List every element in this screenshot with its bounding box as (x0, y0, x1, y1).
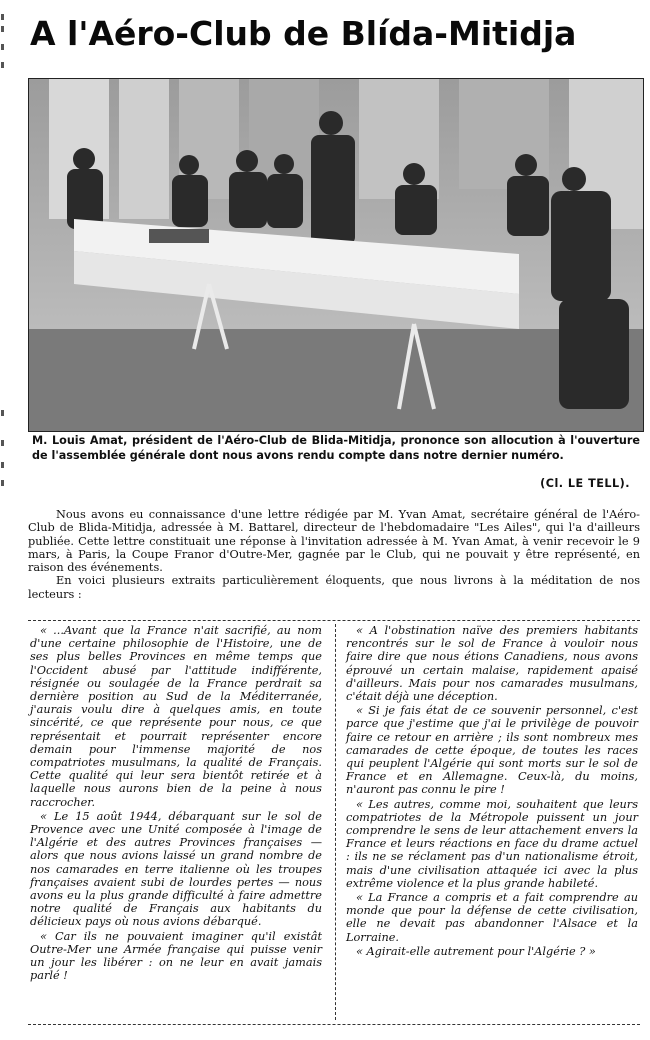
intro-paragraph: En voici plusieurs extraits particulièrement éloquents, que nous livrons à la méditation de nos lecteurs : (28, 574, 640, 601)
article-intro (28, 508, 640, 601)
column-divider (335, 624, 336, 1020)
quote-paragraph: « Agirait-elle autrement pour l'Algérie ? » (356, 944, 596, 958)
left-quote-column (30, 624, 322, 983)
right-quote-column (346, 624, 638, 959)
quote-paragraph: « Le 15 août 1944, débarquant sur le sol de Provence avec une Unité composée à l'image de l'Algérie et des autres Provinces françaises — alors que nous avions laissé un grand nombre de nos camarades en terre italienne où les troupes françaises avaient subi de lourdes pertes — nous avons eu la plus grande difficulté à faire admettre notre qualité de Français aux habitants du délicieux pays où nous avions débarqué. (30, 809, 322, 929)
section-divider (28, 620, 640, 621)
quote-paragraph: « A l'obstination naïve des premiers habitants rencontrés sur le sol de France à vouloir nous faire dire que nous étions Canadiens, nous avons éprouvé un certain malaise, rapidement apaisé d'ailleurs. Mais pour nos camarades musulmans, c'était déjà une déception. (346, 624, 638, 704)
page-margin-marks (0, 0, 6, 1040)
meeting-photograph (28, 78, 644, 432)
quote-paragraph: « Si je fais état de ce souvenir personnel, c'est parce que j'estime que j'ai le privilège de pouvoir faire ce retour en arrière ; ils sont nombreux mes camarades de cette époque, de toutes les races qui peuplent l'Algérie qui sont morts sur le sol de France et en Allemagne. Ceux-là, du moins, n'auront pas connu le pire ! (346, 704, 638, 797)
photo-caption (32, 434, 640, 490)
article-headline: A l'Aéro-Club de Blída-Mitidja (30, 14, 577, 53)
photograph-meeting-table-icon (29, 79, 644, 432)
caption-text: M. Louis Amat, président de l'Aéro-Club de Blida-Mitidja, prononce son allocution à l'ouverture de l'assemblée générale dont nous avons rendu compte dans notre dernier numéro. (32, 434, 640, 462)
photo-credit: (Cl. LE TELL). (540, 477, 630, 490)
bottom-divider (28, 1024, 640, 1025)
quote-paragraph: « Les autres, comme moi, souhaitent que leurs compatriotes de la Métropole puissent un jour comprendre le sens de leur attachement envers la France et leurs réactions en face du drame actuel : ils ne se réclament pas d'un nationalisme étroit, mais d'une civilisation attaquée ici avec la plus extrême violence et la plus grande habileté. (346, 797, 638, 890)
quote-paragraph: « ...Avant que la France n'ait sacrifié, au nom d'une certaine philosophie de l'Histoire, une de ses plus belles Provinces en même temps que l'Occident abusé par l'attitude indifférente, résignée ou soulagée de la France perdrait sa dernière position au Sud de la Méditerranée, j'aurais voulu dire à quelques amis, en toute sincérité, ce que représente pour nous, ce que représentait et pourrait représenter encore demain pour l'immense majorité de nos compatriotes musulmans, la qualité de Français. Cette qualité qui leur sera bientôt retirée et à laquelle nous aurons bien de la peine à nous raccrocher. (30, 624, 322, 809)
quote-paragraph: « Car ils ne pouvaient imaginer qu'il existât Outre-Mer une Armée française qui puisse venir un jour les libérer : on ne leur en avait jamais parlé ! (30, 929, 322, 983)
quote-paragraph: « La France a compris et a fait comprendre au monde que pour la défense de cette civilisation, elle ne devait pas abandonner l'Alsace et la Lorraine. (346, 891, 638, 944)
intro-paragraph: Nous avons eu connaissance d'une lettre rédigée par M. Yvan Amat, secrétaire général de l'Aéro-Club de Blida-Mitidja, adressée à M. Battarel, directeur de l'hebdomadaire "Les Ailes", qui l'a d'ailleurs publiée. Cette lettre constituait une réponse à l'invitation adressée à M. Yvan Amat, à venir recevoir le 9 mars, à Paris, la Coupe Franor d'Outre-Mer, gagnée par le Club, qui ne pouvait y être représenté, en raison des événements. (28, 508, 640, 575)
